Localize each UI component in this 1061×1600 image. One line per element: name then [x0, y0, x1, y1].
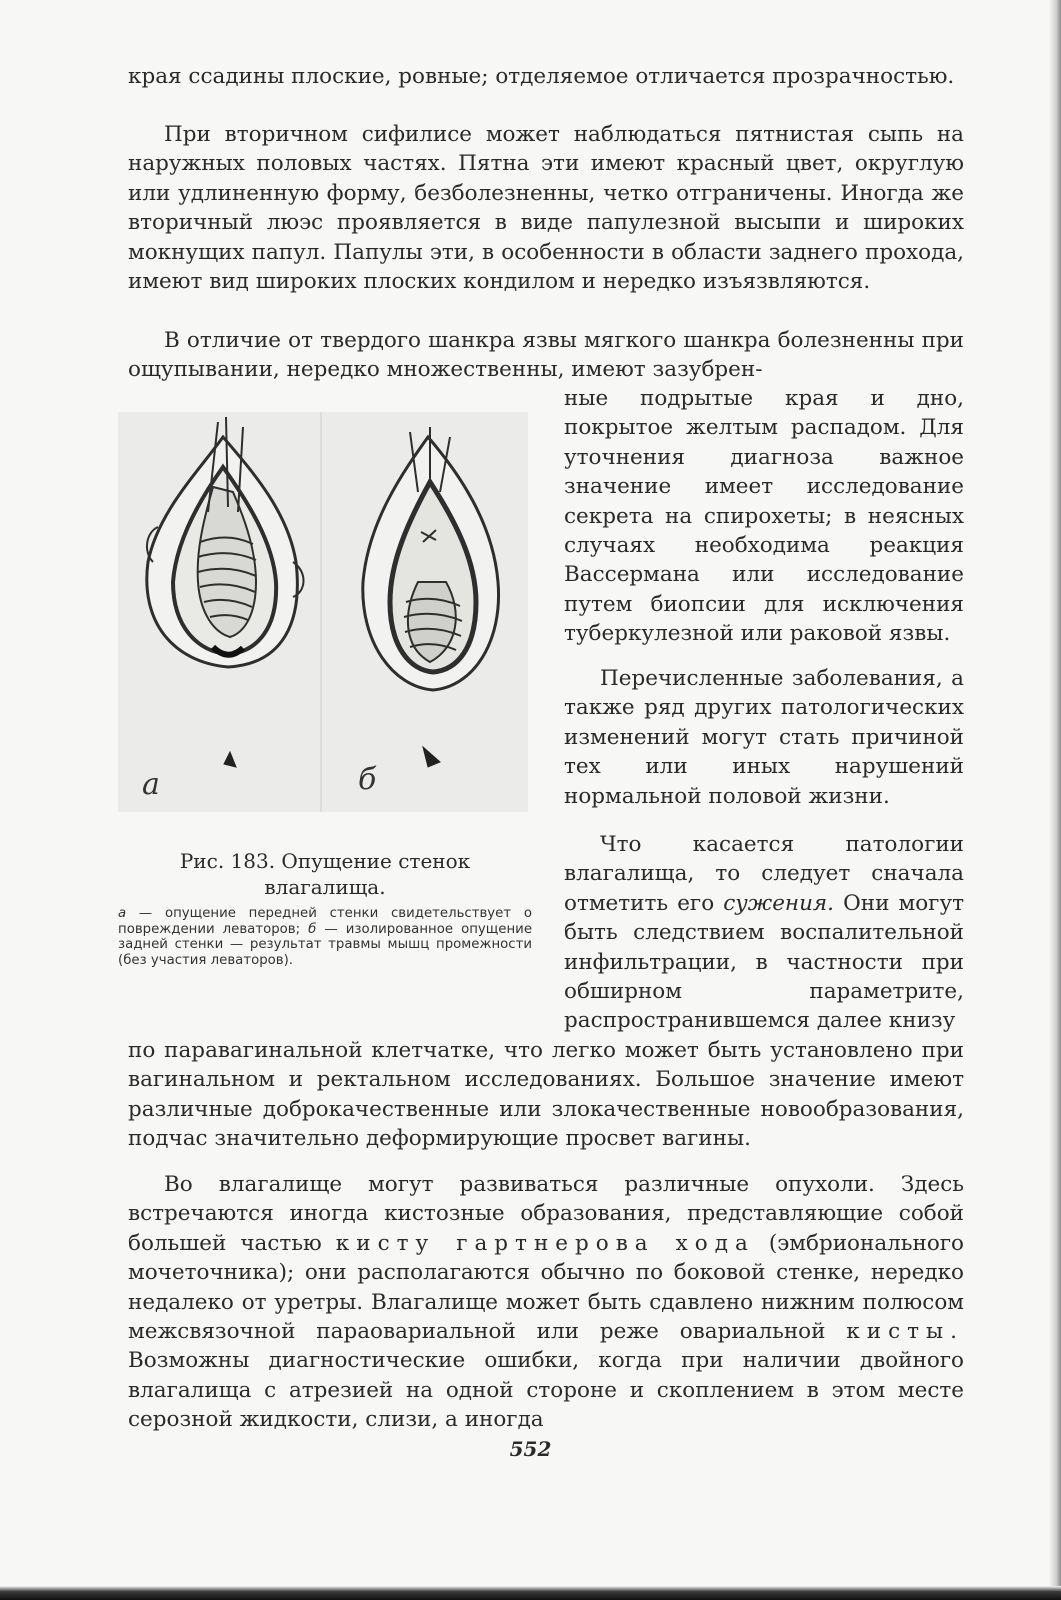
paragraph-soft-chancre-column: ные подрытые края и дно, покрытое желтым распадом. Для уточнения диагноза важное значение имеет исследование секрета на спирохеты; в неясных случаях необходима реакция Вассермана или исследование путем биопсии для исключения туберкулезной или раковой язвы.	[564, 386, 964, 647]
emphasis-narrowing: сужения.	[723, 890, 835, 916]
figure-183-illustration	[118, 412, 528, 812]
paragraph-soft-chancre-start: В отличие от твердого шанкра язвы мягкого шанкра болезненны при ощупывании, нередко множественны, имеют зазубрен-	[128, 328, 964, 383]
figure-label-a: а	[142, 767, 160, 802]
page-edge-shadow	[1049, 0, 1061, 1600]
figure-drawings	[118, 412, 528, 812]
caption-marker-a: а	[118, 906, 127, 921]
spaced-term-gartner-cyst: кисту гартнерова хода	[335, 1230, 755, 1256]
paragraph-tumors: Во влагалище могут развиваться различные опухоли. Здесь встречаются иногда кистозные образования, представляющие собой большей частью кисту гартнерова хода (эмбрионального мочеточника); они располагаются обычно по боковой стенке, нередко недалеко от уретры. Влагалище может быть сдавлено нижним полюсом межсвязочной параовариальной или реже овариальной кисты. Возможны диагностические ошибки, когда при наличии двойного влагалища с атрезией на одной стороне и скоплением в этом месте серозной жидкости, слизи, а иногда	[128, 1172, 964, 1433]
paragraph-continuation: края ссадины плоские, ровные; отделяемое отличается прозрачностью.	[128, 64, 955, 89]
paragraph-listed-diseases: Перечисленные заболевания, а также ряд других патологических изменений могут стать причиной тех или иных нарушений нормальной половой жизни.	[564, 666, 964, 809]
drawing-b	[363, 427, 499, 767]
figure-caption-body: а — опущение передней стенки свидетельствует о повреждении леваторов; б — изолированное опущение задней стенки — результат травмы мышц промежности (без участия леваторов).	[118, 906, 532, 968]
page-number: 552	[509, 1437, 552, 1461]
figure-caption-title: Рис. 183. Опущение стенок влагалища.	[179, 849, 471, 899]
caption-marker-b: б	[308, 921, 317, 937]
figure-label-b: б	[358, 762, 377, 797]
spaced-term-cyst: кисты.	[846, 1319, 964, 1345]
paragraph-vaginal-pathology-continued: по паравагинальной клетчатке, что легко может быть установлено при вагинальном и ректальном исследованиях. Большое значение имеют различные доброкачественные или злокачественные новообразования, подчас значительно деформирующие просвет вагины.	[128, 1038, 964, 1152]
paragraph-vaginal-pathology: Что касается патологии влагалища, то следует сначала отметить его сужения. Они могут быть следствием воспалительной инфильтрации, в частности при обширном параметрите, распространившемся далее книзу	[564, 832, 964, 1034]
drawing-a	[147, 417, 304, 767]
paragraph-secondary-syphilis: При вторичном сифилисе может наблюдаться пятнистая сыпь на наружных половых частях. Пятна эти имеют красный цвет, округлую или удлиненную форму, безболезненны, четко отграничены. Иногда же вторичный люэс проявляется в виде папулезной высыпи и широких мокнущих папул. Папулы эти, в особенности в области заднего прохода, имеют вид широких плоских кондилом и нередко изъязвляются.	[128, 122, 964, 295]
scan-bottom-border	[0, 1586, 1061, 1600]
